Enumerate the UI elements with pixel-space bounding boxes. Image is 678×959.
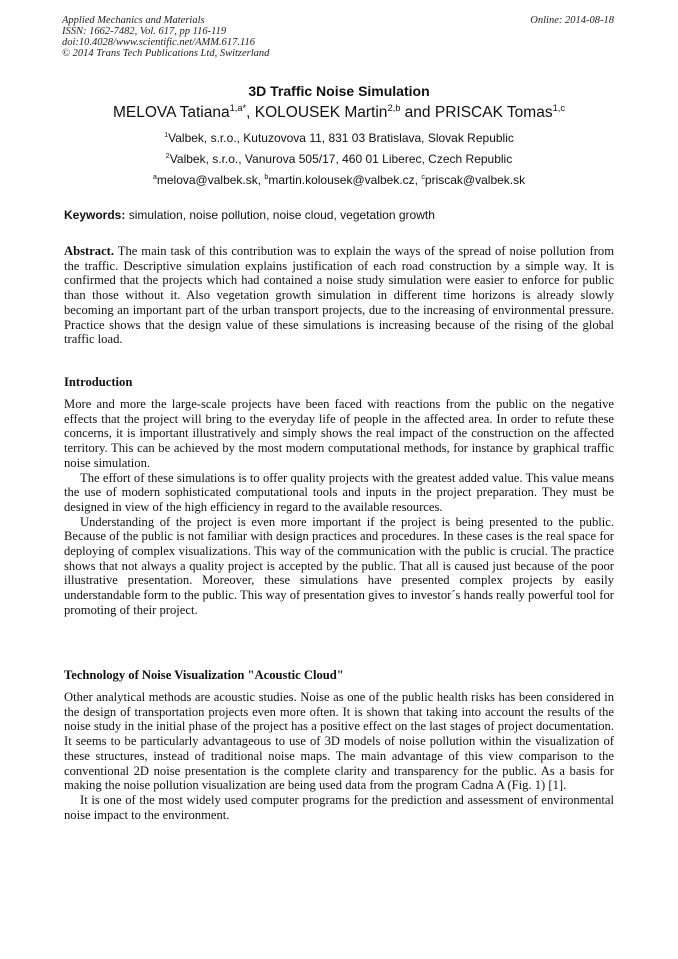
issn-line: ISSN: 1662-7482, Vol. 617, pp 116-119	[62, 26, 227, 37]
author-name: PRISCAK Tomas	[434, 104, 553, 121]
technology-body	[64, 690, 614, 822]
paper-title: 3D Traffic Noise Simulation	[248, 83, 430, 99]
author-name: KOLOUSEK Martin	[254, 104, 388, 121]
paragraph: It is one of the most widely used computer programs for the prediction and assessment of environmental noise impact to the environment.	[64, 792, 614, 822]
journal-header	[62, 15, 269, 59]
paragraph: Other analytical methods are acoustic studies. Noise as one of the public health risks has been considered in the design of transportation projects even more often. It is shown that taking into account the results of the noise study in the initial phase of the project has a positive effect on the last stages of project documentation. It seems to be particularly advantageous to use of 3D models of noise pollution within the visualization of these structures, instead of traditional noise maps. The main advantage of this view comparison to the conventional 2D noise presentation is the complete clarity and transparency for the public. As a basis for making the noise pollution visualization are being used data from the program Cadna A (Fig. 1) [1].	[64, 690, 614, 793]
paragraph: More and more the large-scale projects have been faced with reactions from the public on the negative effects that the project will bring to the everyday life of people in the affected area. In order to refute these concerns, it is important illustratively and simply shows the real impact of the construction on the affected territory. This can be achieved by the most modern computational methods, for instance by graphical traffic noise simulation.	[64, 397, 614, 470]
abstract	[64, 244, 614, 347]
email-line	[0, 173, 678, 187]
technology-heading: Technology of Noise Visualization "Acoustic Cloud"	[64, 668, 344, 682]
abstract-text: The main task of this contribution was to explain the ways of the spread of noise pollution from the traffic. Descriptive simulation explains justification of each road construction by a simple way. It is confirmed that the projects which had contained a noise study simulation were easier to enforce for public than those without it. Also vegetation growth simulation in different time horizons is already slowly becoming an important part of the urban transport projects, due to the increasing of environmental pressure. Practice shows that the design value of these simulations is increasing because of the rising of the global traffic load.	[64, 244, 614, 347]
email-sup: a	[152, 172, 157, 181]
paragraph: The effort of these simulations is to offer quality projects with the greatest added value. This value means the use of modern sophisticated computational tools and inputs in the project preparation. They must be designed in view of the high efficiency in regard to the available resources.	[64, 470, 614, 514]
affiliation-1	[0, 131, 678, 145]
email-address: melova@valbek.sk,	[156, 173, 265, 187]
author-sup: 1,a*	[229, 102, 247, 113]
author-separator: and	[400, 104, 435, 121]
keywords-label: Keywords:	[64, 208, 126, 222]
abstract-label: Abstract.	[64, 244, 115, 258]
affiliation-text: Valbek, s.r.o., Kutuzovova 11, 831 03 Bratislava, Slovak Republic	[168, 131, 514, 145]
online-date: Online: 2014-08-18	[530, 15, 614, 26]
author-sup: 2,b	[387, 102, 401, 113]
keywords	[64, 208, 435, 222]
email-address: priscak@valbek.sk	[424, 173, 526, 187]
introduction-body	[64, 397, 614, 618]
author-sup: 1,c	[552, 102, 565, 113]
paragraph: Understanding of the project is even more important if the project is being presented to the public. Because of the public is not familiar with design practices and procedures. In these cases is the real space for deploying of complex visualizations. This way of the communication with the public is crucial. The practice shows that not always a quality project is accepted by the public. That all is caused just because of the poor illustrative presentation. Moreover, these simulations have presented complex projects by easily understandable form to the public. This way of presentation gives to investor´s hands really powerful tool for promoting of their project.	[64, 514, 614, 617]
email-address: martin.kolousek@valbek.cz,	[268, 173, 422, 187]
email-sup: b	[264, 172, 269, 181]
affiliation-2	[0, 152, 678, 166]
author-name: MELOVA Tatiana	[113, 104, 230, 121]
email-sup: c	[421, 172, 425, 181]
keywords-text: simulation, noise pollution, noise cloud, vegetation growth	[125, 208, 435, 222]
affiliation-sup: 1	[164, 130, 169, 139]
introduction-heading: Introduction	[64, 375, 133, 389]
affiliation-sup: 2	[165, 151, 170, 160]
copyright-line: © 2014 Trans Tech Publications Ltd, Switzerland	[62, 48, 270, 59]
author-list	[0, 104, 678, 122]
author-separator: ,	[246, 104, 255, 121]
affiliation-text: Valbek, s.r.o., Vanurova 505/17, 460 01 Liberec, Czech Republic	[169, 152, 513, 166]
journal-name: Applied Mechanics and Materials	[62, 15, 205, 26]
doi-line: doi:10.4028/www.scientific.net/AMM.617.116	[62, 37, 255, 48]
